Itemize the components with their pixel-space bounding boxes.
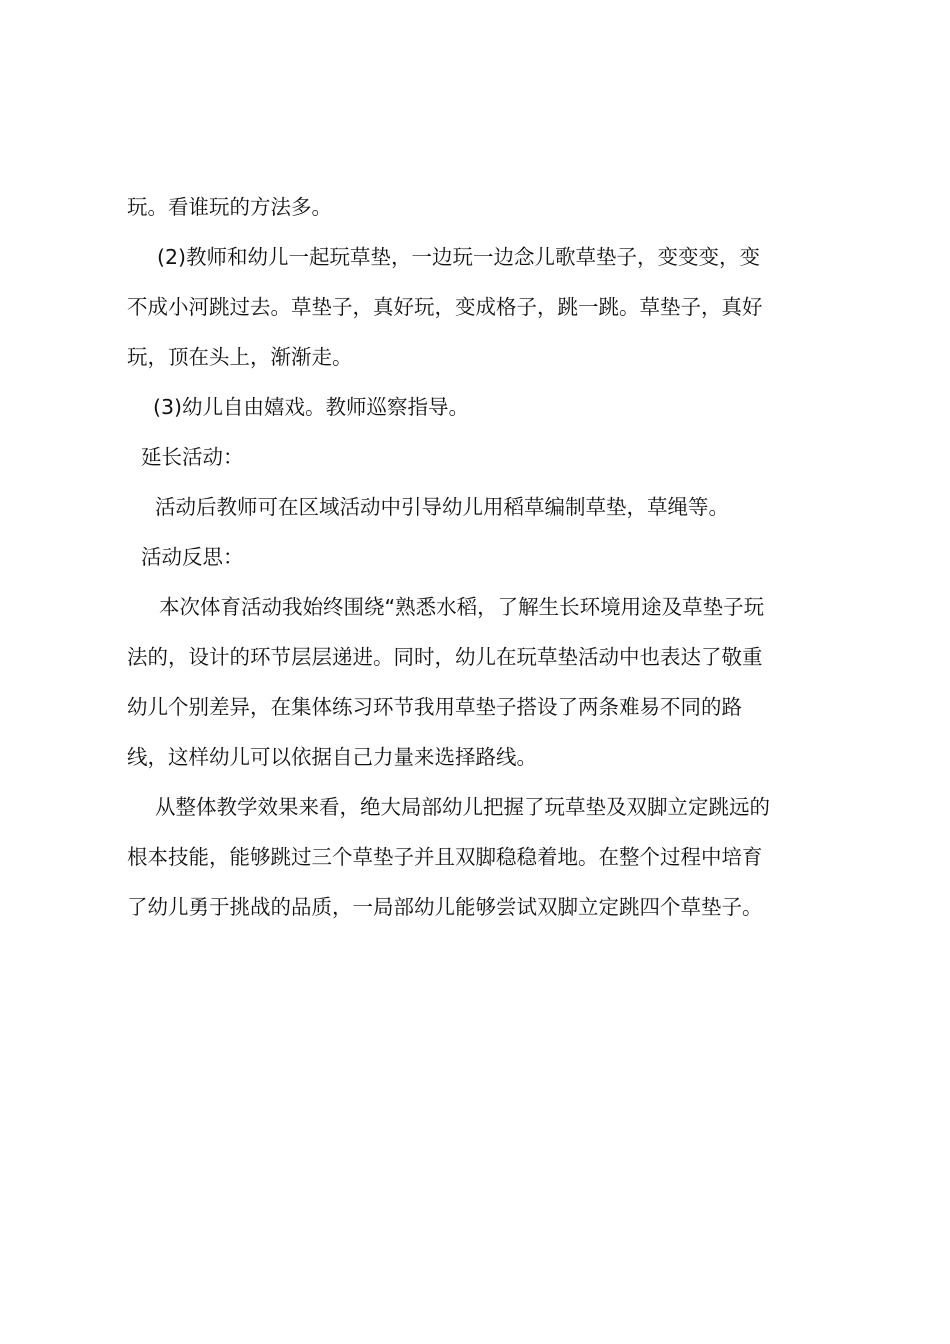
text-line: 不成小河跳过去。草垫子，真好玩，变成格子，跳一跳。草垫子，真好: [127, 295, 763, 319]
text-line: 线，这样幼儿可以依据自己力量来选择路线。: [127, 745, 537, 769]
text-line: (3)幼儿自由嬉戏。教师巡察指导。: [153, 395, 470, 419]
text-line: 玩，顶在头上，渐渐走。: [127, 345, 353, 369]
text-line: 活动后教师可在区域活动中引导幼儿用稻草编制草垫，草绳等。: [155, 495, 729, 519]
document-body: [127, 182, 835, 932]
section-heading: 延长活动：: [141, 445, 244, 469]
text-line: 根本技能，能够跳过三个草垫子并且双脚稳稳着地。在整个过程中培育: [127, 845, 763, 869]
text-line: (2)教师和幼儿一起玩草垫，一边玩一边念儿歌草垫子，变变变，变: [157, 245, 761, 269]
section-heading: 活动反思：: [141, 545, 244, 569]
text-line: 幼儿个别差异，在集体练习环节我用草垫子搭设了两条难易不同的路: [127, 695, 742, 719]
text-line: 了幼儿勇于挑战的品质，一局部幼儿能够尝试双脚立定跳四个草垫子。: [127, 895, 763, 919]
text-line: 玩。看谁玩的方法多。: [127, 195, 332, 219]
text-line: 本次体育活动我始终围绕“熟悉水稻，了解生长环境用途及草垫子玩: [159, 595, 765, 619]
text-line: 法的，设计的环节层层递进。同时，幼儿在玩草垫活动中也表达了敬重: [127, 645, 763, 669]
text-line: 从整体教学效果来看，绝大局部幼儿把握了玩草垫及双脚立定跳远的: [155, 795, 770, 819]
